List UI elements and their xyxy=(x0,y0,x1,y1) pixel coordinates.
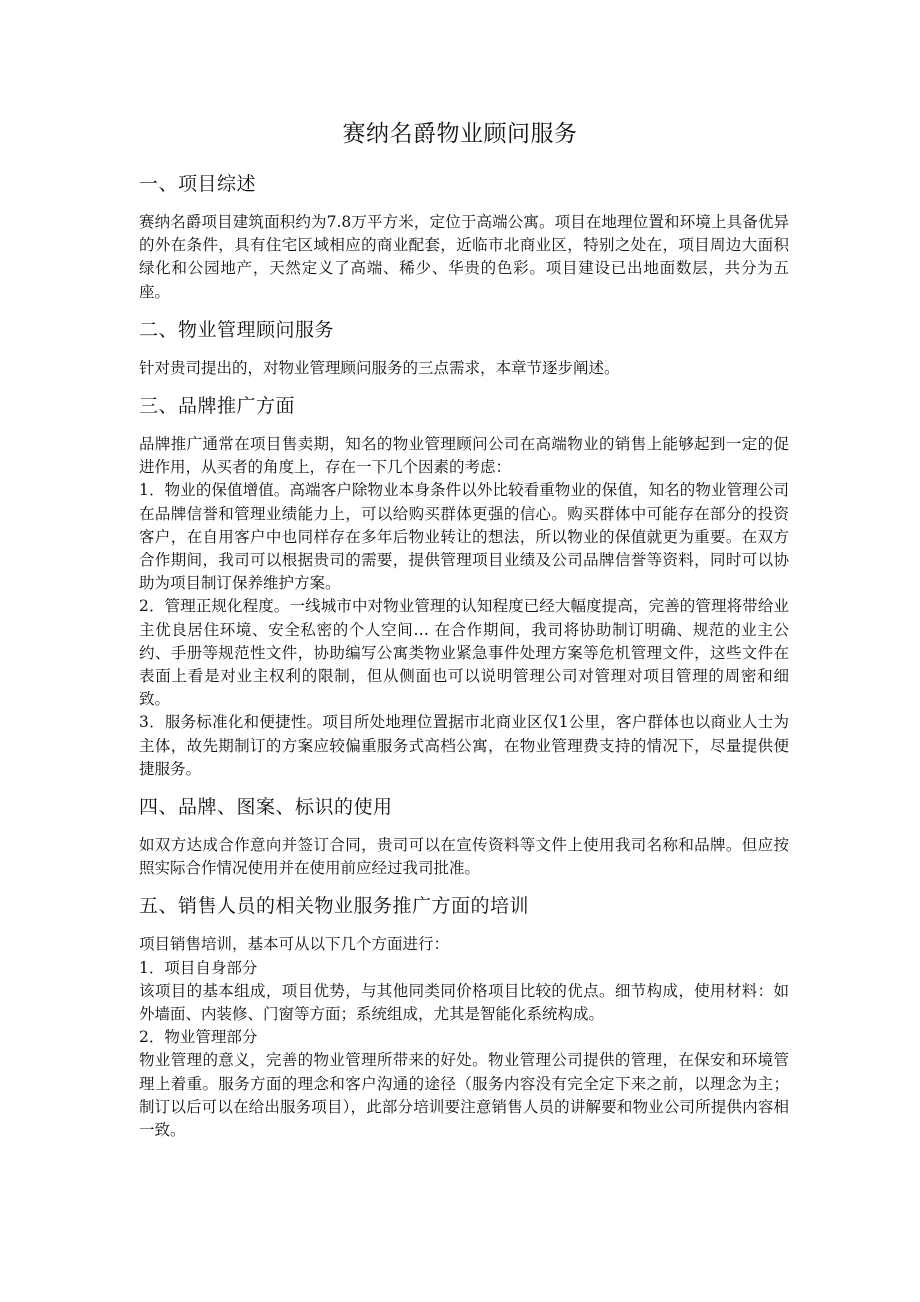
section-heading: 三、品牌推广方面 xyxy=(139,395,296,418)
document-title: 赛纳名爵物业顾问服务 xyxy=(342,121,578,147)
paragraph: 项目销售培训，基本可从以下几个方面进行： xyxy=(139,935,450,954)
list-item-paragraph: 3．服务标准化和便捷性。项目所处地理位置据市北商业区仅1公里，客户群体也以商业人士为主体，故先期制订的方案应较偏重服务式高档公寓，在物业管理费支持的情况下，尽量提供便捷服务。 xyxy=(139,713,789,778)
section-heading: 二、物业管理顾问服务 xyxy=(139,318,335,341)
paragraph: 物业管理的意义，完善的物业管理所带来的好处。物业管理公司提供的管理，在保安和环境管理上着重。服务方面的理念和客户沟通的途径（服务内容没有完全定下来之前，以理念为主；制订以后可以在给出服务项目），此部分培训要注意销售人员的讲解要和物业公司所提供内容相一致。 xyxy=(139,1051,789,1140)
section-overview xyxy=(139,170,789,304)
section-heading: 五、销售人员的相关物业服务推广方面的培训 xyxy=(139,895,530,918)
paragraph: 赛纳名爵项目建筑面积约为7.8万平方米，定位于高端公寓。项目在地理位置和环境上具备优异的外在条件，具有住宅区域相应的商业配套，近临市北商业区，特别之处在，项目周边大面积绿化和公园地产，天然定义了高端、稀少、华贵的色彩。项目建设已出地面数层，共分为五座。 xyxy=(139,213,789,301)
paragraph: 品牌推广通常在项目售卖期，知名的物业管理顾问公司在高端物业的销售上能够起到一定的促进作用，从买者的角度上，存在一下几个因素的考虑： xyxy=(139,435,789,477)
paragraph: 该项目的基本组成，项目优势，与其他同类同价格项目比较的优点。细节构成，使用材料：如外墙面、内装修、门窗等方面；系统组成，尤其是智能化系统构成。 xyxy=(139,981,789,1024)
section-heading: 四、品牌、图案、标识的使用 xyxy=(139,796,393,819)
document-body xyxy=(139,170,789,1154)
list-item-paragraph: 2．管理正规化程度。一线城市中对物业管理的认知程度已经大幅度提高，完善的管理将带给业主优良居住环境、安全私密的个人空间… 在合作期间，我司将协助制订明确、规范的业主公约、手册等规范性文件，协助编写公寓类物业紧急事件处理方案等危机管理文件，这些文件在表面上看是对业主权利的限制，但从侧面也可以说明管理公司对管理对项目管理的周密和细致。 xyxy=(139,597,789,709)
subheading-paragraph: 2．物业管理部分 xyxy=(139,1028,258,1047)
list-item-paragraph: 1．物业的保值增值。高端客户除物业本身条件以外比较看重物业的保值，知名的物业管理公司在品牌信誉和管理业绩能力上，可以给购买群体更强的信心。购买群体中可能存在部分的投资客户，在自用客户中也同样存在多年后物业转让的想法，所以物业的保值就更为重要。在双方合作期间，我司可以根据贵司的需要，提供管理项目业绩及公司品牌信誉等资料，同时可以协助为项目制订保养维护方案。 xyxy=(139,481,789,593)
subheading-paragraph: 1．项目自身部分 xyxy=(139,958,258,977)
paragraph: 针对贵司提出的，对物业管理顾问服务的三点需求，本章节逐步阐述。 xyxy=(139,358,620,377)
section-consulting xyxy=(139,316,789,380)
section-brand-usage xyxy=(139,793,789,880)
section-heading: 一、项目综述 xyxy=(139,173,257,195)
section-sales-training xyxy=(139,892,789,1142)
paragraph: 如双方达成合作意向并签订合同，贵司可以在宣传资料等文件上使用我司名称和品牌。但应按照实际合作情况使用并在使用前应经过我司批准。 xyxy=(139,836,789,878)
section-brand-promotion xyxy=(139,392,789,781)
